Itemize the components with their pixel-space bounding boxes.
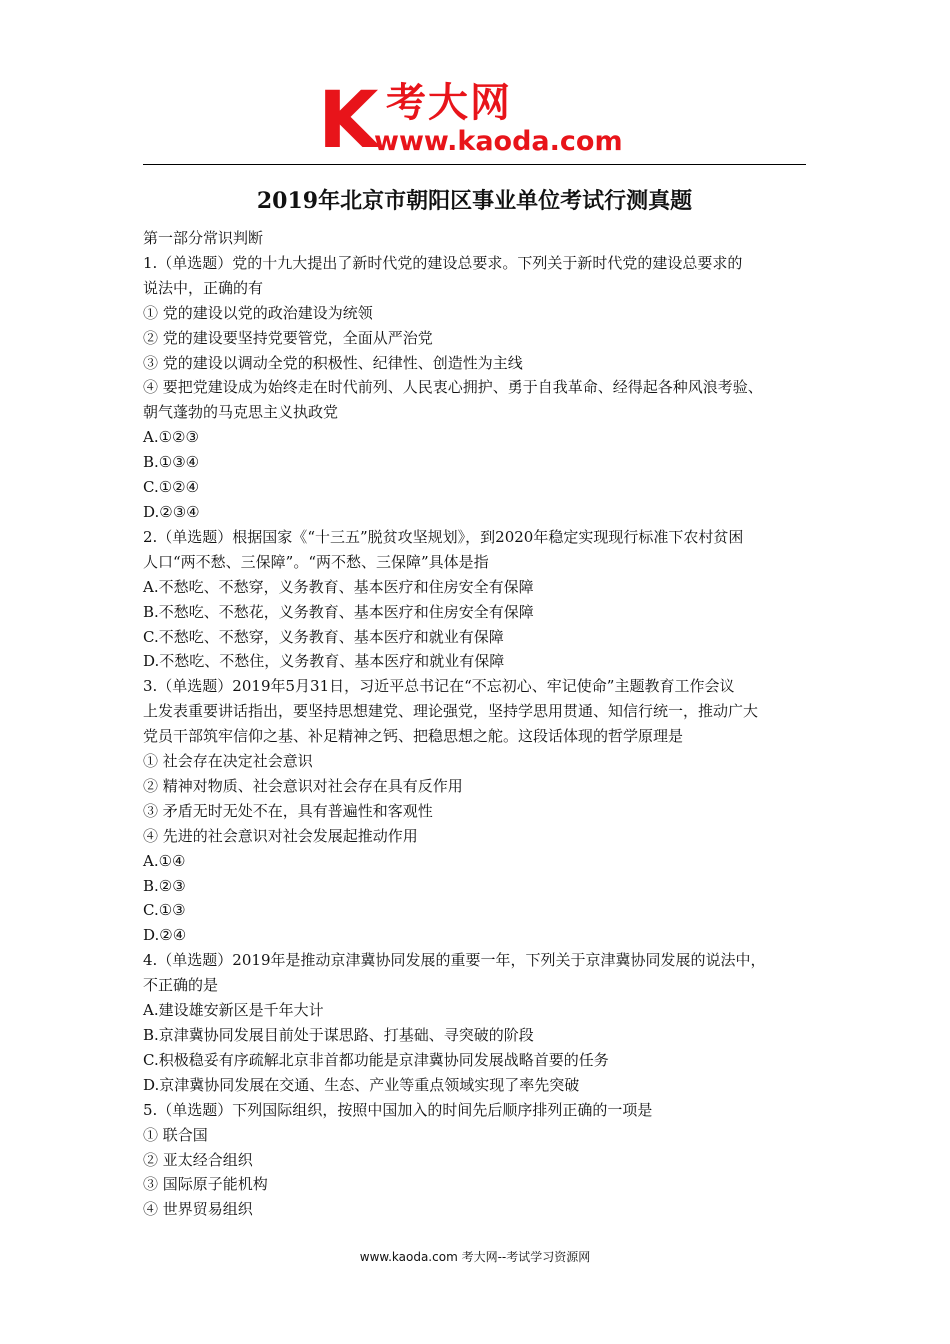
text-line: B.①③④: [143, 453, 200, 472]
text-line: A.①②③: [143, 428, 199, 447]
text-line: 5.（单选题）下列国际组织，按照中国加入的时间先后顺序排列正确的一项是: [143, 1100, 653, 1119]
text-line: 党员干部筑牢信仰之基、补足精神之钙、把稳思想之舵。这段话体现的哲学原理是: [143, 727, 684, 746]
text-line: 2.（单选题）根据国家《“十三五”脱贫攻坚规划》，到2020年稳定实现现行标准下农村贫困: [143, 527, 744, 546]
text-line: C.①②④: [143, 478, 200, 497]
text-line: 朝气蓬勃的马克思主义执政党: [143, 403, 339, 422]
text-line: ④ 要把党建设成为始终走在时代前列、人民衷心拥护、勇于自我革命、经得起各种风浪考验、: [143, 378, 763, 397]
logo-k-mark: K: [318, 76, 377, 166]
text-line: C.不愁吃、不愁穿，义务教育、基本医疗和就业有保障: [143, 627, 504, 646]
text-line: 第一部分常识判断: [143, 229, 264, 247]
text-line: 人口“两不愁、三保障”。“两不愁、三保障”具体是指: [143, 552, 489, 571]
text-line: C.①③: [143, 901, 186, 920]
text-line: ① 党的建设以党的政治建设为统领: [143, 303, 373, 322]
text-line: ① 社会存在决定社会意识: [143, 752, 313, 771]
text-line: D.京津冀协同发展在交通、生态、产业等重点领域实现了率先突破: [143, 1075, 580, 1094]
text-line: A.不愁吃、不愁穿，义务教育、基本医疗和住房安全有保障: [143, 577, 534, 596]
text-line: ③ 矛盾无时无处不在，具有普遍性和客观性: [143, 801, 433, 820]
text-line: D.②③④: [143, 502, 200, 521]
text-line: A.建设雄安新区是千年大计: [143, 1001, 324, 1020]
text-line: A.①④: [143, 851, 186, 870]
page-title: 2019年北京市朝阳区事业单位考试行测真题: [256, 188, 693, 214]
text-line: 4.（单选题）2019年是推动京津冀协同发展的重要一年，下列关于京津冀协同发展的说法中，: [143, 951, 766, 970]
text-line: B.京津冀协同发展目前处于谋思路、打基础、寻突破的阶段: [143, 1026, 534, 1044]
text-line: ④ 世界贸易组织: [143, 1200, 253, 1219]
page-footer: www.kaoda.com 考大网--考试学习资源网: [359, 1250, 591, 1264]
text-line: 不正确的是: [143, 976, 219, 995]
text-line: ③ 党的建设以调动全党的积极性、纪律性、创造性为主线: [143, 353, 523, 372]
text-line: D.不愁吃、不愁住，义务教育、基本医疗和就业有保障: [143, 652, 505, 671]
header-divider: [143, 164, 806, 165]
text-line: 3.（单选题）2019年5月31日，习近平总书记在“不忘初心、牢记使命”主题教育工作会议: [143, 677, 735, 696]
text-line: ③ 国际原子能机构: [143, 1175, 268, 1194]
text-line: ① 联合国: [143, 1125, 208, 1144]
logo-url: www.kaoda.com: [374, 126, 623, 157]
text-line: 说法中，正确的有: [143, 278, 264, 297]
logo-title: 考大网: [386, 80, 512, 126]
text-line: ② 党的建设要坚持党要管党，全面从严治党: [143, 328, 433, 347]
text-line: ② 亚太经合组织: [143, 1150, 253, 1169]
text-line: ④ 先进的社会意识对社会发展起推动作用: [143, 826, 418, 845]
text-line: D.②④: [143, 926, 187, 945]
kaoda-logo: [318, 76, 648, 166]
text-line: 1.（单选题）党的十九大提出了新时代党的建设总要求。下列关于新时代党的建设总要求的: [143, 253, 743, 272]
text-line: B.不愁吃、不愁花，义务教育、基本医疗和住房安全有保障: [143, 602, 534, 621]
text-line: C.积极稳妥有序疏解北京非首都功能是京津冀协同发展战略首要的任务: [143, 1050, 609, 1069]
text-line: ② 精神对物质、社会意识对社会存在具有反作用: [143, 776, 463, 795]
text-line: 上发表重要讲话指出，要坚持思想建党、理论强党，坚持学思用贯通、知信行统一，推动广大: [143, 702, 759, 721]
text-line: B.②③: [143, 876, 186, 895]
document-body: [143, 226, 808, 1222]
